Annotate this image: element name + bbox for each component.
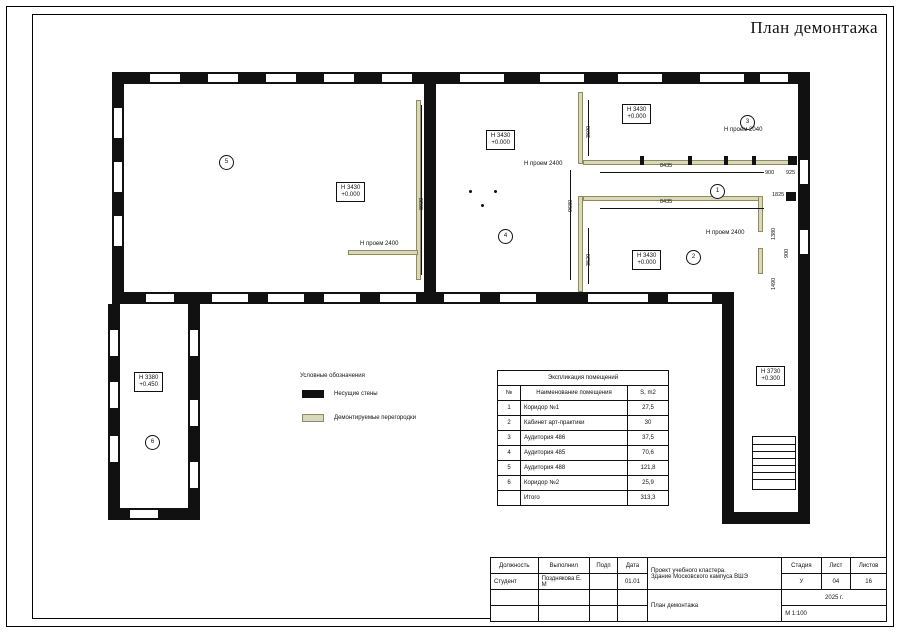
legend-title: Условные обозначения [300, 373, 365, 379]
legend-swatch-bearing-wall [302, 390, 324, 398]
page-title: План демонтажа [750, 18, 878, 37]
room4-height-label: H 3430 +0.000 [486, 130, 515, 150]
window-gap [190, 462, 198, 488]
partition-horizontal-opening4 [348, 250, 418, 255]
stamp-sheet-no: 04 [821, 574, 851, 590]
dim-3620: 3620 [586, 253, 592, 266]
cell-area: 37,5 [628, 431, 669, 446]
window-gap [444, 294, 480, 302]
window-gap [190, 400, 198, 426]
partition-vertical-right2 [758, 248, 763, 274]
room3-height-label: H 3430 +0.000 [622, 104, 651, 124]
stamp-project-line1: Проект учебного кластера. [650, 567, 726, 574]
room-number-1: 1 [710, 184, 725, 199]
dim-line-8435-b [600, 208, 764, 209]
window-gap [800, 160, 808, 184]
room5-height-label: H 3430 +0.000 [336, 182, 365, 202]
cell-num: 6 [498, 476, 521, 491]
door-jamb [724, 156, 728, 165]
table-row [498, 446, 669, 461]
dim-line-9680 [570, 170, 571, 280]
dim-8920: 8920 [419, 197, 425, 210]
table-row [498, 401, 669, 416]
window-gap [190, 330, 198, 356]
partition-vertical-right [758, 196, 763, 232]
window-gap [150, 74, 180, 82]
wall-right-corridor-left [722, 292, 734, 524]
dim-8435-b: 8435 [660, 199, 673, 205]
stamp-role: Студент [491, 574, 539, 590]
window-gap [324, 294, 360, 302]
stamp-header-role: Должность [491, 558, 539, 574]
cell-area: 25,9 [628, 476, 669, 491]
window-gap [114, 108, 122, 138]
cell-name: Коридор №1 [521, 401, 628, 416]
dim-line-8920 [421, 105, 422, 275]
col-header-num: № [498, 386, 521, 401]
stamp-date: 01.01 [618, 574, 648, 590]
legend-label-partition: Демонтируемые перегородки [334, 415, 416, 421]
window-gap [268, 294, 304, 302]
stamp-year: 2025 г. [782, 590, 887, 606]
stamp-stage: У [782, 574, 821, 590]
opening-label-3: Н проем 2040 [724, 127, 763, 133]
cell-num: 5 [498, 461, 521, 476]
title-block [490, 557, 887, 622]
window-gap [110, 330, 118, 356]
dim-900b: 900 [784, 248, 790, 258]
cell-name: Коридор №2 [521, 476, 628, 491]
dim-9680: 9680 [568, 199, 574, 212]
opening-label-4: Н проем 2400 [706, 230, 745, 236]
staircase [752, 436, 796, 490]
cell-num: 4 [498, 446, 521, 461]
door-jamb [640, 156, 644, 165]
dim-3690: 3690 [586, 125, 592, 138]
room-number-2: 2 [686, 250, 701, 265]
window-gap [618, 74, 662, 82]
door-jamb [688, 156, 692, 165]
dim-925: 925 [786, 170, 796, 176]
dim-1380: 1380 [771, 227, 777, 240]
stamp-name: Позднякова Е. М [538, 574, 589, 590]
cell-name: Кабинет арт-практики [521, 416, 628, 431]
stamp-header-sign: Подп [589, 558, 617, 574]
col-header-name: Наименование помещения [521, 386, 628, 401]
table-row [498, 491, 669, 506]
table-row [498, 416, 669, 431]
stamp-sign [589, 574, 617, 590]
stamp-header-sheet: Лист [821, 558, 851, 574]
stamp-header-name: Выполнил [538, 558, 589, 574]
table-row [491, 558, 887, 574]
door-jamb [752, 156, 756, 165]
cell-area: 121,8 [628, 461, 669, 476]
dim-8435-a: 8435 [660, 163, 673, 169]
dim-900: 900 [765, 170, 775, 176]
stamp-header-date: Дата [618, 558, 648, 574]
window-gap [760, 74, 788, 82]
window-gap [110, 382, 118, 408]
window-gap [324, 74, 354, 82]
window-gap [460, 74, 504, 82]
table-row [498, 476, 669, 491]
legend-swatch-partition [302, 414, 324, 422]
partition-vertical-top [578, 92, 583, 164]
room-number-6: 6 [145, 435, 160, 450]
room-number-5: 5 [219, 155, 234, 170]
cell-num: 1 [498, 401, 521, 416]
dim-1825: 1825 [772, 192, 785, 198]
wall-right [798, 72, 810, 524]
dim-1490: 1490 [771, 277, 777, 290]
table-row [498, 371, 669, 386]
cell-num: 2 [498, 416, 521, 431]
cell-area: 70,6 [628, 446, 669, 461]
window-gap [540, 74, 584, 82]
room-number-4: 4 [498, 229, 513, 244]
window-gap [266, 74, 296, 82]
cell-name: Аудитория 485 [521, 446, 628, 461]
table-row [498, 386, 669, 401]
partition-vertical-bottom [578, 196, 583, 292]
window-gap [668, 294, 712, 302]
door-jamb [788, 156, 797, 165]
stamp-scale: М 1:100 [782, 606, 887, 622]
cell-name: Аудитория 486 [521, 431, 628, 446]
window-gap [114, 216, 122, 246]
sheet-frame-inner [32, 14, 887, 619]
door-jamb [786, 192, 796, 201]
column-dot [481, 204, 484, 207]
room2-height-label: H 3430 +0.000 [632, 250, 661, 270]
column-dot [494, 190, 497, 193]
legend-label-bearing-wall: Несущие стены [334, 391, 378, 397]
window-gap [700, 74, 744, 82]
partition-horizontal-lower [583, 196, 763, 201]
window-gap [500, 294, 536, 302]
explication-title: Экспликация помещений [498, 371, 669, 386]
window-gap [130, 510, 158, 518]
column-dot [469, 190, 472, 193]
room6-height-label: H 3380 +0.450 [134, 372, 163, 392]
window-gap [208, 74, 238, 82]
window-gap [114, 162, 122, 192]
window-gap [588, 294, 648, 302]
total-label: Итого [521, 491, 628, 506]
stamp-drawing-title: План демонтажа [647, 590, 781, 622]
window-gap [382, 74, 412, 82]
table-row [498, 461, 669, 476]
col-header-area: S, m2 [628, 386, 669, 401]
stamp-header-sheets: Листов [851, 558, 887, 574]
total-value: 313,3 [628, 491, 669, 506]
window-gap [146, 294, 174, 302]
window-gap [212, 294, 248, 302]
window-gap [110, 436, 118, 462]
cell-area: 30 [628, 416, 669, 431]
cell-name: Аудитория 488 [521, 461, 628, 476]
window-gap [380, 294, 416, 302]
corridor-height-label: H 3730 +0.300 [756, 366, 785, 386]
explication-table [497, 370, 669, 506]
stamp-project [647, 558, 781, 590]
stamp-header-stage: Стадия [782, 558, 821, 574]
dim-line-8435-a [600, 172, 764, 173]
window-gap [800, 230, 808, 254]
opening-label-1: Н проем 2400 [360, 241, 399, 247]
table-row [491, 590, 887, 606]
wall-bottom-right [722, 512, 810, 524]
wall-mid-vertical [424, 72, 436, 304]
stamp-sheets-total: 16 [851, 574, 887, 590]
cell-num: 3 [498, 431, 521, 446]
cell-area: 27,5 [628, 401, 669, 416]
room-number-3: 3 [740, 115, 755, 130]
opening-label-2: Н проем 2400 [524, 161, 563, 167]
table-row [498, 431, 669, 446]
stamp-project-line2: Здание Московского кампуса ВШЭ [650, 573, 748, 580]
